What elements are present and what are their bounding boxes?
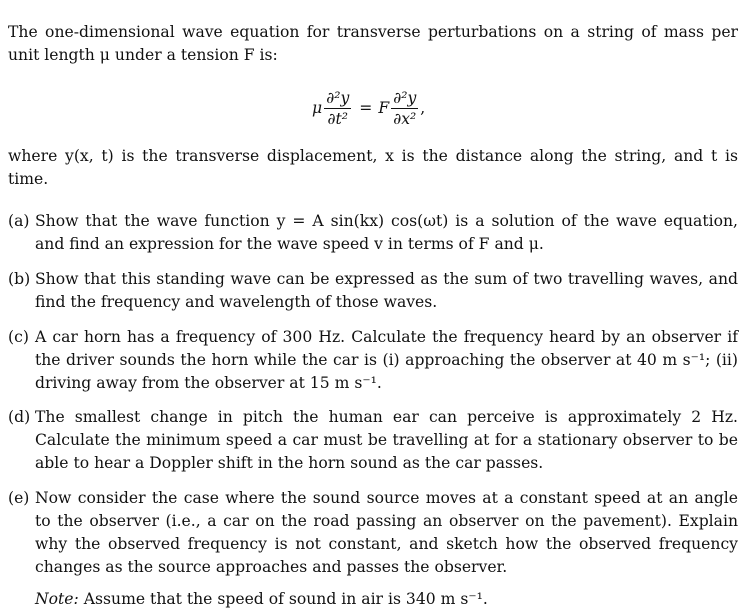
eq-F: F xyxy=(378,98,390,117)
question-part-b xyxy=(8,268,738,314)
eq-lhs-fraction xyxy=(324,88,351,129)
where-paragraph xyxy=(8,145,738,191)
part-label: (c) xyxy=(8,328,29,346)
eq-equals: = xyxy=(359,98,373,117)
question-part-e xyxy=(8,487,738,579)
eq-rhs-denominator: ∂x² xyxy=(393,109,417,128)
part-text: Show that the wave function y = A sin(kx) cos(ωt) is a solution of the wave equation, and find an expression for the wave speed v in terms of F and μ. xyxy=(35,212,738,253)
question-part-a xyxy=(8,210,738,256)
part-text: Show that this standing wave can be expressed as the sum of two travelling waves, and find the frequency and wavelength of those waves. xyxy=(35,270,738,311)
question-part-c xyxy=(8,326,738,395)
eq-lhs-denominator: ∂t² xyxy=(327,109,348,128)
part-label: (a) xyxy=(8,212,30,230)
part-text: The smallest change in pitch the human ear can perceive is approximately 2 Hz. Calculate the minimum speed a car must be travelling at for a stationary observer to be able to hear a Doppler shift in the horn sound as the car passes. xyxy=(35,408,738,472)
eq-rhs-fraction xyxy=(391,88,418,129)
question-part-d xyxy=(8,406,738,475)
where-text: where y(x, t) is the transverse displacement, x is the distance along the string, and t is time. xyxy=(8,147,738,188)
note xyxy=(35,588,488,611)
intro-paragraph xyxy=(8,21,738,67)
part-text: Now consider the case where the sound source moves at a constant speed at an angle to the observer (i.e., a car on the road passing an observer on the pavement). Explain why the observed frequency is not constant, and sketch how the observed frequency changes as the source approaches and passes the observer. xyxy=(35,489,738,576)
part-label: (e) xyxy=(8,489,30,507)
eq-rhs-numerator: ∂²y xyxy=(393,88,417,107)
note-text: Assume that the speed of sound in air is 340 m s⁻¹. xyxy=(83,590,488,608)
intro-text: The one-dimensional wave equation for transverse perturbations on a string of mass per unit length μ under a tension F is: xyxy=(8,23,738,64)
part-label: (d) xyxy=(8,408,31,426)
part-label: (b) xyxy=(8,270,31,288)
eq-mu: μ xyxy=(312,98,323,117)
part-text: A car horn has a frequency of 300 Hz. Calculate the frequency heard by an observer if the driver sounds the horn while the car is (i) approaching the observer at 40 m s⁻¹; (ii) driving away from the observer at 15 m s⁻¹. xyxy=(35,328,738,392)
eq-trailing-comma: , xyxy=(420,98,426,117)
eq-lhs-numerator: ∂²y xyxy=(326,88,350,107)
wave-equation xyxy=(0,82,745,134)
note-label: Note: xyxy=(35,590,79,608)
